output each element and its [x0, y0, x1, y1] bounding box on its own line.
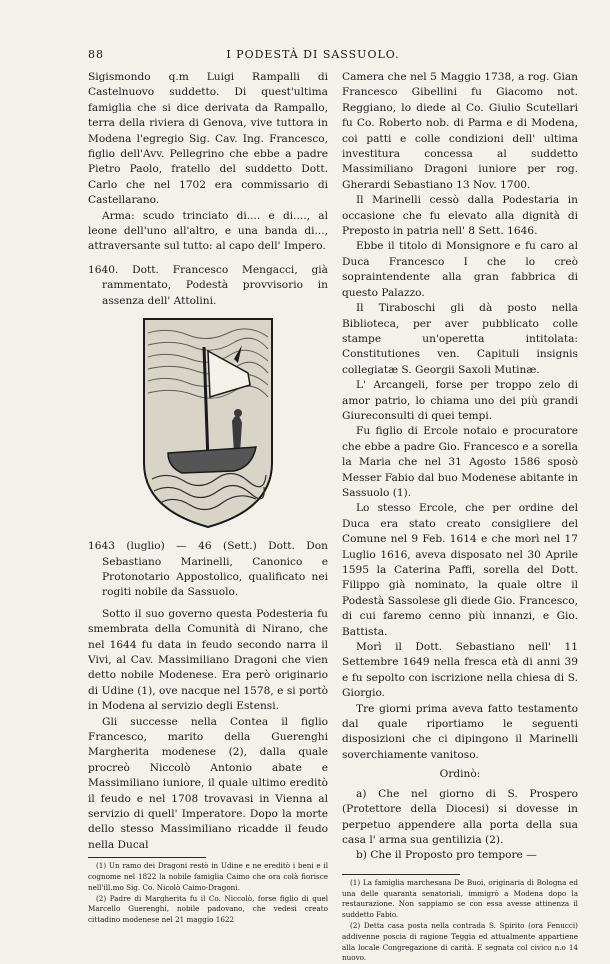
running-title: I PODESTÀ DI SASSUOLO.: [226, 48, 400, 61]
right-paragraph-5: L' Arcangeli, forse per troppo zelo di amor patrio, lo chiama uno dei più grandi Giureconsulti di quei tempi.: [342, 379, 578, 422]
right-paragraph-7: Lo stesso Ercole, che per ordine del Duca era stato creato consigliere del Comune nel 9 Feb. 1614 e che morì nel 17 Luglio 1616, aveva disposato nel 30 Aprile 1595 la Caterina Paffi, sorella del Dott. Filippo già nominato, la quale oltre il Podestà Sassolese gli diede Gio. Francesco, di cui faremo cenno più innanzi, e Gio. Battista.: [342, 502, 578, 638]
left-paragraph-1: Sigismondo q.m Luigi Rampalli di Castelnuovo suddetto. Di quest'ultima famiglia che si dice derivata da Rampallo, terra della riviera di Genova, vive tuttora in Modena l'egregio Sig. Cav. Ing. Francesco, figlio dell'Avv. Pellegrino che ebbe a padre Pietro Paolo, fratello del suddetto Dott. Carlo che nel 1702 era commissario di Castellarano.: [88, 71, 328, 207]
footnote-2: (2) Padre di Margherita fu il Co. Niccolò, forse figlio di quel Marcello Guerenghi, nobile padovano, che vedesi creato cittadino modenese nel 21 maggio 1622: [88, 893, 328, 925]
page-header: [88, 48, 538, 64]
right-paragraph-6: Fu figlio di Ercole notaio e procuratore che ebbe a padre Gio. Francesco e a sorella la Maria che nel 31 Agosto 1586 sposò Messer Fabio dal buo Modenese abitante in Sassuolo (1).: [342, 425, 578, 499]
footnote-1: (1) Un ramo dei Dragoni restò in Udine e ne ereditò i beni e il cognome nel 1822 la nobile famiglia Caimo che ora colà fiorisce nell'ill.mo Sig. Co. Nicolò Caimo-Dragoni.: [88, 861, 328, 892]
right-footnotes: [342, 878, 578, 964]
left-paragraph-nirano: Sotto il suo governo questa Podesteria fu smembrata della Comunità di Nirano, che nel 1644 fu data in feudo secondo narra il Vivi, al Cav. Massimiliano Dragoni che vien detto nobile Modenese. Era però originario di Udine (1), ove nacque nel 1578, e si portò in Modena al servizio degli Estensi.: [88, 607, 328, 713]
right-paragraph-9: Tre giorni prima aveva fatto testamento dal quale riportiamo le seguenti disposizioni che ci dipingono il Marinelli soverchiamente vanitoso.: [342, 702, 578, 761]
right-paragraph-1: Camera che nel 5 Maggio 1738, a rog. Gian Francesco Gibellini fu Giacomo not. Reggiano, lo diede al Co. Giulio Scutellari fu Co. Roberto nob. di Parma e di Modena, coi patti e colle condizioni dell' ultima investitura concessa al suddetto Massimiliano Dragoni iuniore per rog. Gherardi Sebastiano 13 Nov. 1700.: [342, 71, 578, 191]
right-column: [342, 70, 578, 964]
right-paragraph-3: Ebbe il titolo di Monsignore e fu caro al Duca Francesco I che lo creò sopraintendente alla gran fabbrica di questo Palazzo.: [342, 240, 578, 299]
coat-of-arms: [88, 313, 328, 533]
coat-of-arms-icon: [138, 313, 278, 533]
left-paragraph-1640: 1640. Dott. Francesco Mengacci, già rammentato, Podestà provvisorio in assenza dell' Attolini.: [88, 263, 328, 307]
footnote-2: (2) Detta casa posta nella contrada S. Spirito (ora Fenucci) addivenne poscia di ragione Teggia ed attualmente appartiene alla locale Congregazione di carità. E segnata col civico n.o 14 nuovo.: [342, 920, 578, 963]
right-paragraph-8: Morì il Dott. Sebastiano nell' 11 Settembre 1649 nella fresca età di anni 39 e fu sepolto con iscrizione nella chiesa di S. Giorgio.: [342, 641, 578, 700]
right-paragraph-b: b) Che il Proposto pro tempore —: [356, 849, 537, 862]
left-paragraph-arms: Arma: scudo trinciato di.... e di...., al leone dell'uno all'altro, e una banda di..., attraversante sul tutto: al capo dell' Impero.: [88, 209, 328, 253]
footnote-rule: [342, 874, 460, 875]
right-paragraph-ordino: Ordinò:: [439, 768, 481, 781]
left-footnotes: [88, 861, 328, 926]
page-number: 88: [88, 48, 104, 61]
left-paragraph-contea: Gli successe nella Contea il figlio Francesco, marito della Guerenghi Margherita modenese (2), dalla quale procreò Niccolò Antonio abate e Massimiliano iuniore, il quale ultimo ereditò il feudo e nel 1708 trovavasi in Vienna al servizio di quell' Imperatore. Dopo la morte dello stesso Massimiliano ricadde il feudo nella Ducal: [88, 715, 328, 851]
right-paragraph-a: a) Che nel giorno di S. Prospero (Protettore della Diocesi) si dovesse in perpetuo appendere alla porta della sua casa l' arma sua gentilizia (2).: [342, 787, 578, 846]
right-paragraph-2: Il Marinelli cessò dalla Podestaria in occasione che fu elevato alla dignità di Preposto in patria nell' 8 Sett. 1646.: [342, 194, 578, 238]
right-paragraph-4: Il Tiraboschi gli dà posto nella Biblioteca, per aver pubblicato colle stampe un'operetta intitolata: Constitutiones ven. Capituli insignis collegiatæ S. Georgii Saxoli Mutinæ.: [342, 302, 578, 376]
footnote-1: (1) La famiglia marchesana De Buoi, originaria di Bologna ed una delle quaranta senatoriali, immigrò a Modena dopo la restaurazione. Non sappiamo se con essa avesse attinenza il suddetto Fabio.: [342, 877, 578, 920]
left-column: [88, 70, 328, 926]
footnote-rule: [88, 857, 206, 858]
left-paragraph-1643: 1643 (luglio) — 46 (Sett.) Dott. Don Sebastiano Marinelli, Canonico e Protonotario Appostolico, qualificato nei rogiti nobile da Sassuolo.: [88, 540, 328, 599]
